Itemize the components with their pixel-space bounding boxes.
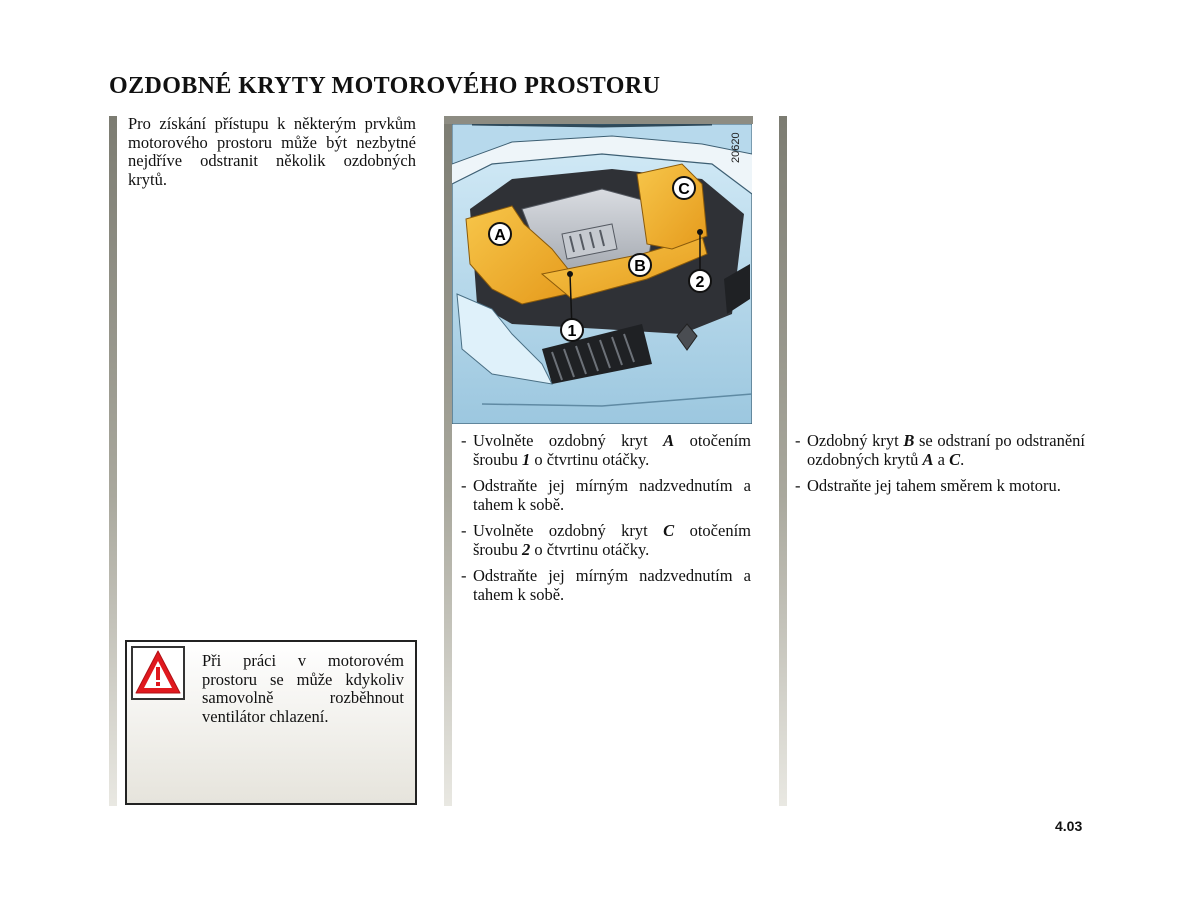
instructions-right xyxy=(795,432,1085,504)
instructions-middle xyxy=(461,432,751,612)
column-rule-left xyxy=(109,116,117,806)
list-item: - Odstraňte jej mírným nadzvednutím a tahem k sobě. xyxy=(461,476,751,514)
label-c: C xyxy=(678,181,690,198)
list-item: - Uvolněte ozdobný kryt C otočením šroubu 2 o čtvrtinu otáčky. xyxy=(461,521,751,559)
page-title: OZDOBNÉ KRYTY MOTOROVÉHO PROSTORU xyxy=(109,73,661,99)
label-1: 1 xyxy=(567,323,577,340)
warning-box xyxy=(125,640,417,805)
engine-compartment-illustration xyxy=(452,124,752,424)
label-a: A xyxy=(494,227,506,244)
figure-top-bar xyxy=(444,116,753,124)
warning-triangle-icon xyxy=(131,646,185,700)
column-rule-middle xyxy=(444,116,452,806)
warning-text: Při práci v motorovém prostoru se může kdykoliv samovolně rozběhnout ventilátor chlazení. xyxy=(202,651,404,726)
label-b: B xyxy=(634,258,646,275)
figure-reference-number: 20620 xyxy=(730,132,742,164)
label-2: 2 xyxy=(695,274,705,291)
list-item: - Ozdobný kryt B se odstraní po odstranění ozdobných krytů A a C. xyxy=(795,431,1085,469)
intro-paragraph: Pro získání přístupu k některým prvkům motorového prostoru může být nezbytné nejdříve odstranit několik ozdobných krytů. xyxy=(128,114,416,189)
page-number: 4.03 xyxy=(1055,818,1083,834)
column-rule-right xyxy=(779,116,787,806)
list-item: - Odstraňte jej mírným nadzvednutím a tahem k sobě. xyxy=(461,566,751,604)
list-item: - Uvolněte ozdobný kryt A otočením šroubu 1 o čtvrtinu otáčky. xyxy=(461,431,751,469)
list-item: - Odstraňte jej tahem směrem k motoru. xyxy=(795,476,1061,495)
